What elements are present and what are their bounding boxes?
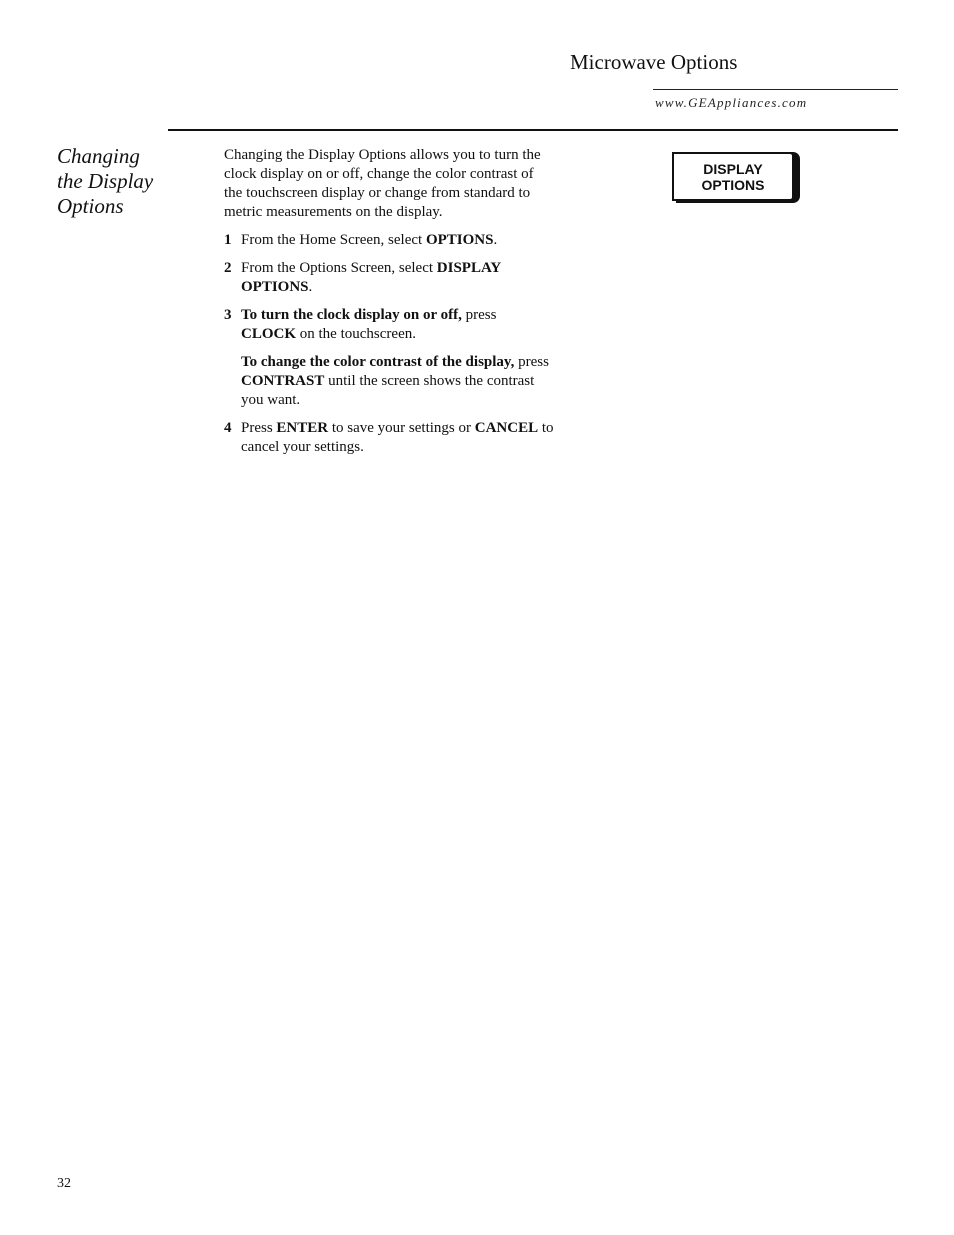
section-title-line-1: Changing xyxy=(57,144,140,168)
step-keyword: DISPLAY OPTIONS xyxy=(241,260,501,295)
step-text: press xyxy=(461,307,497,323)
step-keyword: CANCEL xyxy=(474,420,539,436)
step-keyword: OPTIONS xyxy=(425,232,494,248)
step-number: 2 xyxy=(224,260,232,276)
step-3-sub xyxy=(224,353,554,410)
step-text: until the screen shows the contrast you want. xyxy=(241,373,535,408)
display-options-button[interactable] xyxy=(672,152,800,203)
step-text: to cancel your settings. xyxy=(241,420,554,455)
button-label-line-1: DISPLAY xyxy=(703,160,763,177)
step-number: 1 xyxy=(224,232,232,248)
step-3 xyxy=(224,306,554,344)
step-text: . xyxy=(308,279,313,295)
header-divider xyxy=(653,89,898,90)
step-2 xyxy=(224,259,554,297)
step-text: to save your settings or xyxy=(328,420,475,436)
step-number: 4 xyxy=(224,420,232,436)
step-text: on the touchscreen. xyxy=(296,326,416,342)
header-title: Microwave Options xyxy=(570,50,738,74)
step-keyword: CONTRAST xyxy=(241,373,325,389)
step-number: 3 xyxy=(224,307,232,323)
step-1 xyxy=(224,231,554,250)
header-url: www.GEAppliances.com xyxy=(655,95,808,110)
page-number: 32 xyxy=(57,1176,71,1191)
step-lead: To turn the clock display on or off, xyxy=(241,307,462,323)
intro-paragraph: Changing the Display Options allows you to turn the clock display on or off, change the color contrast of the touchscreen display or change from standard to metric measurements on the display. xyxy=(224,147,541,220)
step-text: Press xyxy=(241,420,277,436)
step-keyword: ENTER xyxy=(276,420,329,436)
step-text: From the Home Screen, select xyxy=(241,232,426,248)
step-text: From the Options Screen, select xyxy=(241,260,437,276)
step-keyword: CLOCK xyxy=(241,326,297,342)
button-face xyxy=(672,152,794,201)
step-text: . xyxy=(493,232,498,248)
section-content xyxy=(224,146,554,466)
step-4 xyxy=(224,419,554,457)
main-divider xyxy=(168,129,898,131)
button-label-line-2: OPTIONS xyxy=(701,176,765,193)
section-title xyxy=(57,144,177,219)
section-title-line-2: the Display xyxy=(57,169,154,193)
section-title-line-3: Options xyxy=(57,194,124,218)
step-text: press xyxy=(514,354,549,370)
step-lead: To change the color contrast of the display, xyxy=(241,354,515,370)
